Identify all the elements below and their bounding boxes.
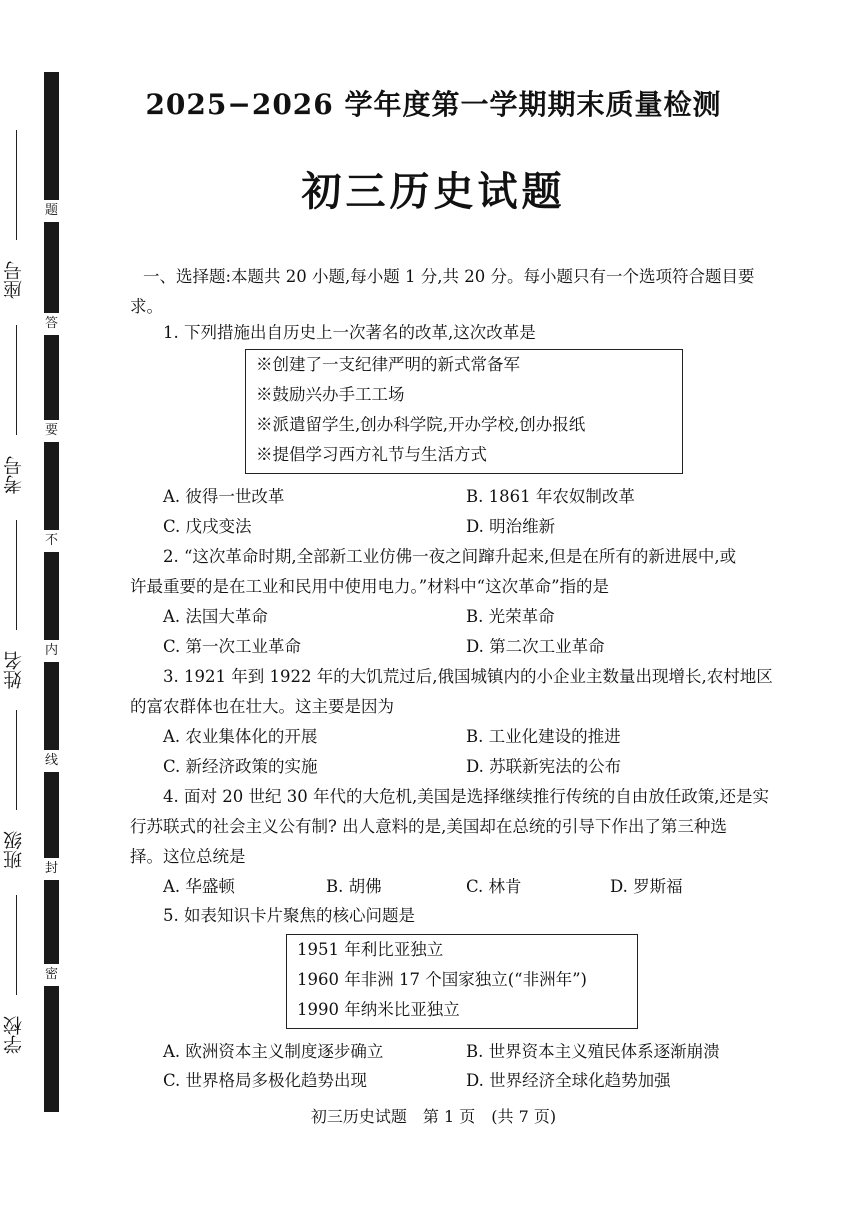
binding-char: 答	[44, 313, 59, 335]
binding-char: 题	[44, 200, 59, 222]
question-stem: 3. 1921 年到 1922 年的大饥荒过后,俄国城镇内的小企业主数量出现增长,农村地区	[163, 667, 773, 686]
knowledge-card	[286, 934, 638, 1029]
page-footer: 初三历史试题 第 1 页 (共 7 页)	[310, 1107, 557, 1126]
material-line: 1951 年利比亚独立	[297, 940, 444, 959]
binding-char: 封	[44, 858, 59, 880]
question-stem: 择。这位总统是	[130, 847, 246, 866]
binding-char: 要	[44, 420, 59, 442]
binding-char: 线	[44, 750, 59, 772]
option: A. 华盛顿	[163, 877, 235, 896]
material-line: ※提倡学习西方礼节与生活方式	[256, 445, 487, 464]
question-stem: 4. 面对 20 世纪 30 年代的大危机,美国是选择继续推行传统的自由放任政策,还是实	[163, 787, 769, 806]
option: C. 世界格局多极化趋势出现	[163, 1071, 368, 1090]
blank-line	[16, 895, 17, 995]
option: D. 明治维新	[466, 517, 556, 536]
option: C. 戊戌变法	[163, 517, 252, 536]
material-line: ※创建了一支纪律严明的新式常备军	[256, 355, 520, 374]
question-stem: 的富农群体也在壮大。这主要是因为	[130, 697, 394, 716]
exam-title: 2025−2026 学年度第一学期期末质量检测	[145, 88, 722, 121]
binding-char: 不	[44, 530, 59, 552]
exam-number-label: 考号	[3, 456, 25, 494]
option: A. 彼得一世改革	[163, 487, 285, 506]
option: B. 光荣革命	[466, 607, 555, 626]
option: B. 世界资本主义殖民体系逐渐崩溃	[466, 1042, 720, 1061]
option: D. 苏联新宪法的公布	[466, 757, 622, 776]
class-label: 班级	[3, 831, 25, 869]
option: C. 林肯	[466, 877, 522, 896]
option: C. 第一次工业革命	[163, 637, 302, 656]
option: A. 农业集体化的开展	[163, 727, 318, 746]
material-box	[245, 349, 683, 474]
binding-strip	[44, 72, 59, 1112]
school-label: 学校	[3, 1016, 25, 1054]
binding-char: 密	[44, 964, 59, 986]
question-stem: 许最重要的是在工业和民用中使用电力。”材料中“这次革命”指的是	[130, 577, 610, 596]
seat-number-label: 座号	[3, 261, 25, 299]
option: A. 法国大革命	[163, 607, 268, 626]
blank-line	[16, 710, 17, 810]
option: C. 新经济政策的实施	[163, 757, 318, 776]
option: D. 第二次工业革命	[466, 637, 605, 656]
option: A. 欧洲资本主义制度逐步确立	[163, 1042, 384, 1061]
question-stem: 5. 如表知识卡片聚焦的核心问题是	[163, 906, 415, 925]
question-stem: 2. “这次革命时期,全部新工业仿佛一夜之间蹿升起来,但是在所有的新进展中,或	[163, 547, 737, 566]
question-stem: 行苏联式的社会主义公有制? 出人意料的是,美国却在总统的引导下作出了第三种选	[130, 817, 727, 836]
section-intro: 求。	[130, 297, 163, 316]
name-label: 姓名	[3, 651, 25, 689]
material-line: ※派遣留学生,创办科学院,开办学校,创办报纸	[256, 415, 586, 434]
blank-line	[16, 325, 17, 435]
section-intro: 一、选择题:本题共 20 小题,每小题 1 分,共 20 分。每小题只有一个选项符合题目要	[143, 267, 755, 286]
option: B. 1861 年农奴制改革	[466, 487, 635, 506]
option: D. 世界经济全球化趋势加强	[466, 1071, 671, 1090]
option: B. 工业化建设的推进	[466, 727, 621, 746]
option: B. 胡佛	[326, 877, 382, 896]
option: D. 罗斯福	[610, 877, 683, 896]
question-stem: 1. 下列措施出自历史上一次著名的改革,这次改革是	[163, 323, 536, 342]
exam-subtitle: 初三历史试题	[301, 168, 566, 215]
binding-char: 内	[44, 640, 59, 662]
material-line: 1960 年非洲 17 个国家独立(“非洲年”)	[297, 970, 587, 989]
material-line: ※鼓励兴办手工工场	[256, 385, 405, 404]
material-line: 1990 年纳米比亚独立	[297, 1000, 460, 1019]
blank-line	[16, 520, 17, 630]
